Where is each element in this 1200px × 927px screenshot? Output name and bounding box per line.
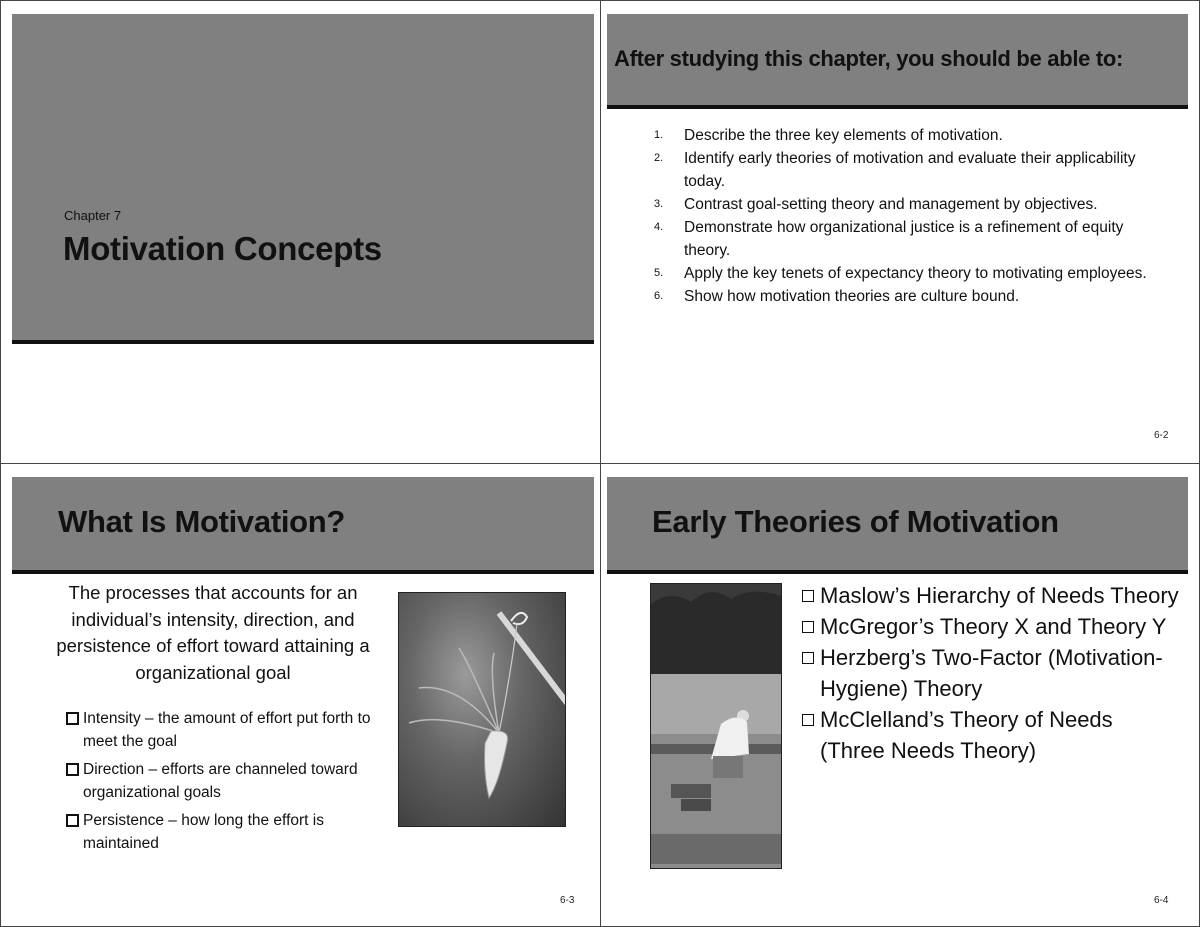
list-item (66, 810, 386, 855)
carrot-on-stick-image (398, 592, 566, 827)
list-item (800, 580, 1180, 611)
item-number: 2. (654, 152, 664, 164)
square-bullet-icon (66, 712, 79, 725)
item-text: Describe the three key elements of motivation. (684, 127, 1003, 144)
worker-laying-bricks-image (650, 583, 782, 869)
square-bullet-icon (66, 814, 79, 827)
list-item (800, 611, 1180, 642)
slide-title: What Is Motivation? (58, 504, 346, 539)
item-text: Maslow’s Hierarchy of Needs Theory (820, 583, 1179, 608)
worker-illustration (651, 584, 781, 868)
square-bullet-icon (802, 714, 814, 726)
bullet-list (66, 708, 386, 861)
item-number: 3. (654, 198, 664, 210)
item-number: 4. (654, 221, 664, 233)
list-item (800, 704, 1180, 766)
slide-number: 6-3 (560, 895, 575, 906)
list-item (66, 759, 386, 804)
item-number: 1. (654, 129, 664, 141)
item-number: 5. (654, 267, 664, 279)
square-bullet-icon (802, 590, 814, 602)
slide-number: 6-2 (1154, 430, 1169, 441)
list-item (652, 124, 1172, 147)
slide-number: 6-4 (1154, 895, 1169, 906)
definition-text: The processes that accounts for an individual’s intensity, direction, and persistence of effort toward attaining a organizational goal (56, 582, 370, 683)
carrot-illustration (399, 593, 565, 826)
item-number: 6. (654, 290, 664, 302)
list-item (652, 262, 1172, 285)
objectives-list (652, 124, 1172, 308)
square-bullet-icon (66, 763, 79, 776)
item-text: Identify early theories of motivation and evaluate their applicability today. (684, 150, 1136, 190)
item-text: Persistence – how long the effort is maintained (83, 812, 324, 852)
list-item (652, 147, 1172, 193)
slide-title: Early Theories of Motivation (652, 504, 1059, 539)
list-item (652, 193, 1172, 216)
item-text: Contrast goal-setting theory and management by objectives. (684, 196, 1098, 213)
square-bullet-icon (802, 652, 814, 664)
title-band (12, 14, 594, 344)
item-text: Apply the key tenets of expectancy theory to motivating employees. (684, 265, 1147, 282)
horizontal-divider (0, 463, 1200, 464)
slide-title: Motivation Concepts (63, 230, 382, 267)
item-text: Demonstrate how organizational justice is a refinement of equity theory. (684, 219, 1124, 259)
list-item (66, 708, 386, 753)
theories-list (800, 580, 1180, 766)
chapter-label: Chapter 7 (64, 208, 122, 223)
list-item (800, 642, 1180, 704)
item-text: Show how motivation theories are culture bound. (684, 288, 1020, 305)
list-item (652, 216, 1172, 262)
item-text: Herzberg’s Two-Factor (Motivation-Hygiene) Theory (820, 645, 1163, 701)
item-text: McClelland’s Theory of Needs (Three Needs Theory) (820, 707, 1113, 763)
item-text: McGregor’s Theory X and Theory Y (820, 614, 1167, 639)
item-text: Direction – efforts are channeled toward organizational goals (83, 761, 358, 801)
item-text: Intensity – the amount of effort put forth to meet the goal (83, 710, 371, 750)
list-item (652, 285, 1172, 308)
square-bullet-icon (802, 621, 814, 633)
slide-title: After studying this chapter, you should be able to: (614, 46, 1124, 71)
